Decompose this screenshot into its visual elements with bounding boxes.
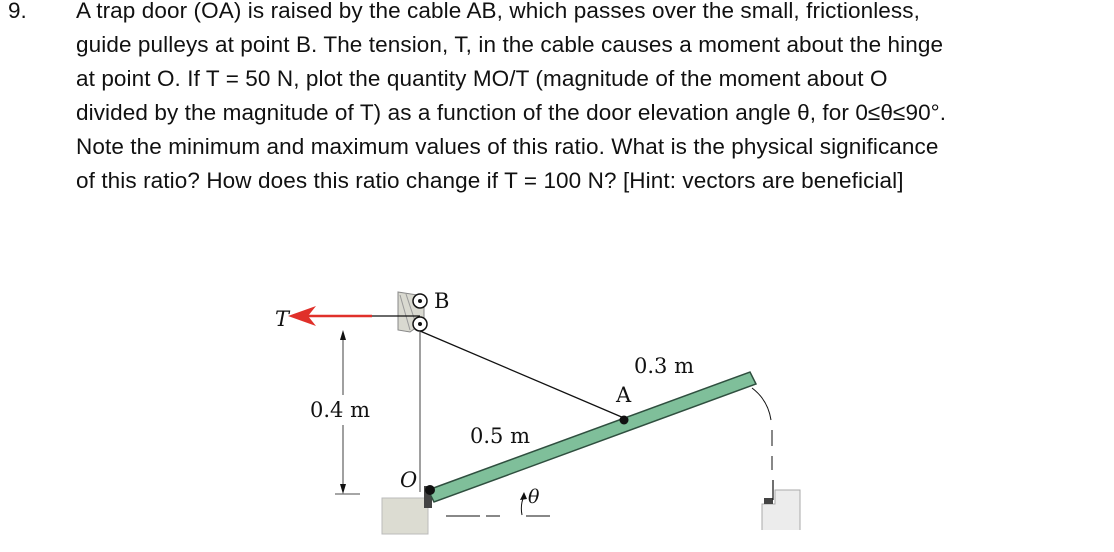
label-end-length: 0.3 m — [634, 354, 694, 378]
hinge-support — [382, 486, 432, 534]
problem-line-4: divided by the magnitude of T) as a function of the door elevation angle θ, for 0≤θ≤90°. — [76, 100, 947, 125]
pulley-lower — [413, 317, 427, 331]
point-a-dot — [620, 416, 629, 425]
label-theta: θ — [528, 486, 540, 508]
label-t: T — [275, 307, 290, 331]
problem-line-5: Note the minimum and maximum values of this ratio. What is the physical significance — [76, 134, 939, 159]
problem-line-6: of this ratio? How does this ratio change if T = 100 N? [Hint: vectors are beneficial] — [76, 168, 904, 193]
floor-support-right — [762, 480, 800, 530]
label-o: O — [400, 468, 418, 492]
label-height: 0.4 m — [310, 398, 370, 422]
problem-line-1: A trap door (OA) is raised by the cable AB, which passes over the small, frictionless, — [76, 0, 920, 23]
tension-arrow — [288, 306, 372, 326]
problem-line-2: guide pulleys at point B. The tension, T, in the cable causes a moment about the hinge — [76, 32, 944, 57]
label-a: A — [616, 383, 632, 407]
label-b: B — [434, 289, 450, 313]
problem-line-3: at point O. If T = 50 N, plot the quantity MO/T (magnitude of the moment about O — [76, 66, 888, 91]
label-door-length: 0.5 m — [470, 424, 530, 448]
cable-ab — [420, 331, 624, 418]
problem-number: 9. — [8, 0, 27, 23]
pulley-upper — [413, 294, 427, 308]
closed-position-arc — [752, 388, 772, 470]
